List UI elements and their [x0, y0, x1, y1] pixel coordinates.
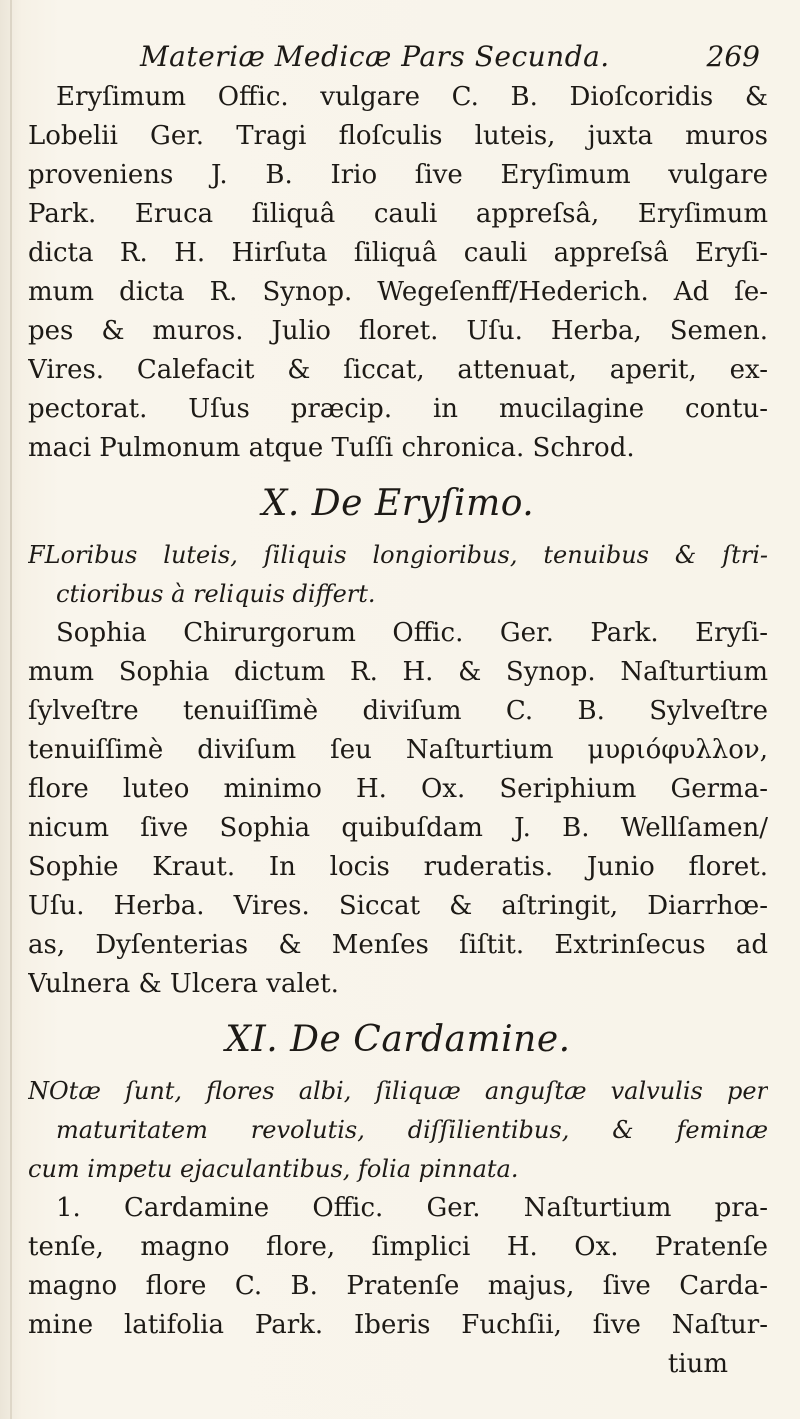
text-line: ſylveſtre tenuiſſimè diviſum C. B. Sylveſtre	[28, 696, 768, 726]
text-line: Lobelii Ger. Tragi floſculis luteis, juxta muros	[28, 121, 768, 151]
text-line: flore luteo minimo H. Ox. Seriphium Germa-	[28, 774, 768, 804]
text-line: pectorat. Uſus præcip. in mucilagine contu-	[28, 394, 768, 424]
text-line: mum Sophia dictum R. H. & Synop. Naſturtium	[28, 657, 768, 687]
text-line: Sophia Chirurgorum Offic. Ger. Park. Eryſi-	[56, 618, 768, 648]
section-intro-line: NOtæ ſunt, flores albi, ſiliquæ anguſtæ valvulis per	[28, 1077, 768, 1105]
page-header	[140, 40, 760, 80]
text-line: Eryſimum Offic. vulgare C. B. Dioſcoridis &	[56, 82, 768, 112]
section-heading-xi: XI. De Cardamine.	[225, 1019, 571, 1060]
running-head: Materiæ Medicæ Pars Secunda.	[140, 40, 610, 73]
text-line: Park. Eruca ſiliquâ cauli appreſsâ, Eryſimum	[28, 199, 768, 229]
text-line: mum dicta R. Synop. Wegeſenff/Hederich. Ad ſe-	[28, 277, 768, 307]
text-line: pes & muros. Julio floret. Uſu. Herba, Semen.	[28, 316, 768, 346]
section-intro-line: ctioribus à reliquis differt.	[56, 580, 376, 608]
text-line: tenſe, magno flore, ſimplici H. Ox. Pratenſe	[28, 1232, 768, 1262]
text-line: tenuiſſimè diviſum ſeu Naſturtium μυριόφυλλον,	[28, 735, 768, 765]
catchword: tium	[667, 1349, 728, 1379]
text-line: Vulnera & Ulcera valet.	[28, 969, 339, 999]
section-intro-line: FLoribus luteis, ſiliquis longioribus, tenuibus & ſtri-	[28, 541, 768, 569]
section-intro-line: cum impetu ejaculantibus, folia pinnata.	[28, 1155, 519, 1183]
section-intro-line: maturitatem revolutis, diſſilientibus, & feminæ	[56, 1116, 768, 1144]
text-line: as, Dyſenterias & Menſes ſiſtit. Extrinſecus ad	[28, 930, 768, 960]
text-block	[28, 78, 768, 1384]
text-line: dicta R. H. Hirſuta ſiliquâ cauli appreſsâ Eryſi-	[28, 238, 768, 268]
text-line: proveniens J. B. Irio ſive Eryſimum vulgare	[28, 160, 768, 190]
text-line: Vires. Calefacit & ſiccat, attenuat, aperit, ex-	[28, 355, 768, 385]
text-line: mine latifolia Park. Iberis Fuchſii, ſive Naſtur-	[28, 1310, 768, 1340]
section-heading-x: X. De Eryſimo.	[261, 483, 535, 524]
text-line: Uſu. Herba. Vires. Siccat & aſtringit, Diarrhœ-	[28, 891, 768, 921]
text-line: Sophie Kraut. In locis ruderatis. Junio floret.	[28, 852, 768, 882]
page-gutter	[10, 0, 12, 1419]
text-line: nicum ſive Sophia quibuſdam J. B. Wellſamen/	[28, 813, 768, 843]
text-line: maci Pulmonum atque Tuſſi chronica. Schrod.	[28, 433, 635, 463]
text-line: 1. Cardamine Offic. Ger. Naſturtium pra-	[56, 1193, 768, 1223]
text-line: magno flore C. B. Pratenſe majus, ſive Carda-	[28, 1271, 768, 1301]
page-number: 269	[706, 40, 760, 73]
